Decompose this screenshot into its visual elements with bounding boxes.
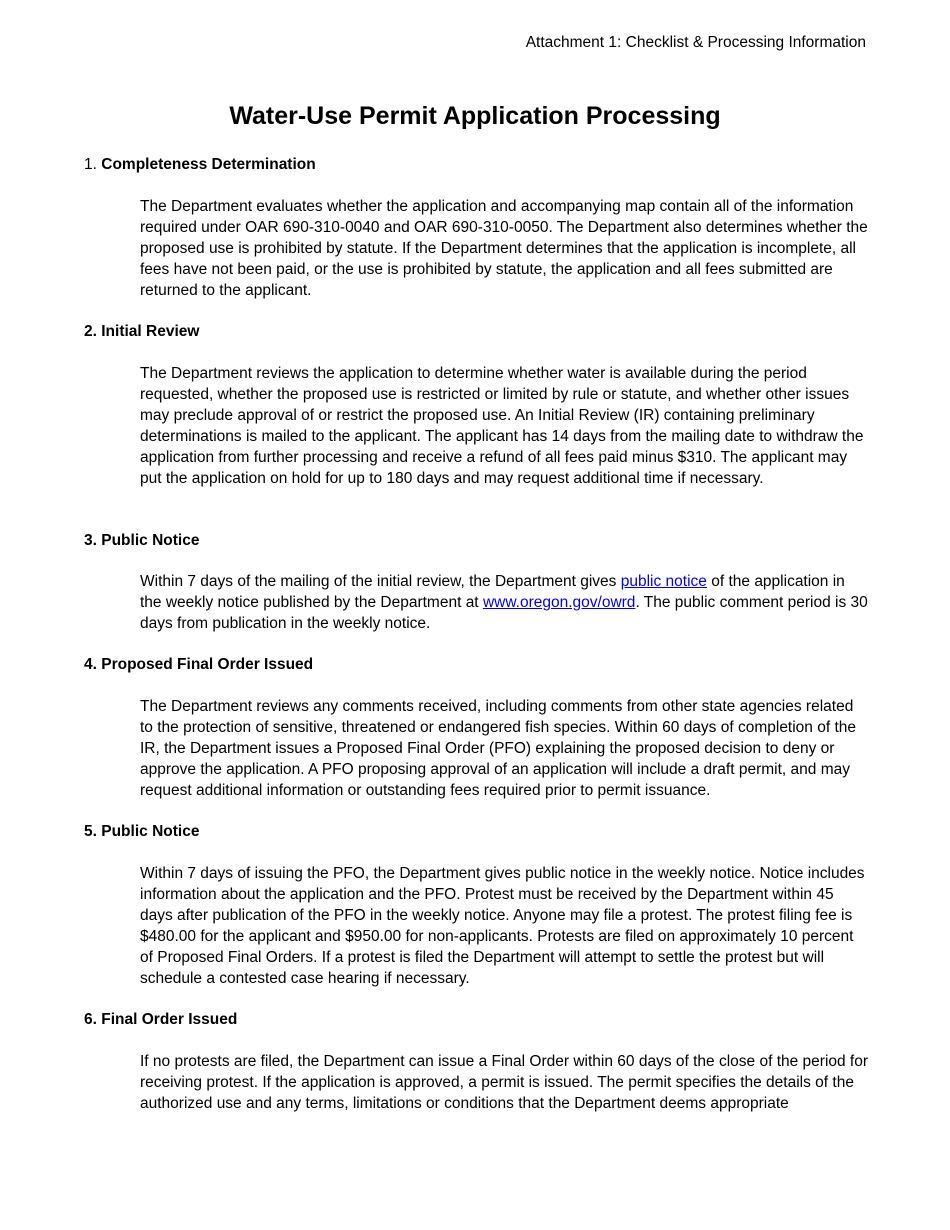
section-title: Initial Review bbox=[101, 323, 200, 340]
body-text: Within 7 days of the mailing of the initial review, the Department gives bbox=[140, 573, 621, 590]
body-text: . The public comment period is 30 days from publication in the weekly notice. bbox=[140, 593, 868, 632]
section-number: 6. bbox=[84, 1011, 97, 1028]
section-3-heading bbox=[84, 532, 199, 550]
body-text: of the application in the weekly notice published by the Department at bbox=[140, 573, 845, 611]
section-3-body bbox=[140, 572, 870, 635]
section-5-body: Within 7 days of issuing the PFO, the Department gives public notice in the weekly notice. Notice includes information about the application and the PFO. Protest must be received by the Department within 45 days after publication of the PFO in the weekly notice. Anyone may file a protest. The protest filing fee is $480.00 for the applicant and $950.00 for non-applicants. Protests are filed on approximately 10 percent of Proposed Final Orders. If a protest is filed the Department will attempt to settle the protest but will schedule a contested case hearing if necessary. bbox=[140, 865, 865, 987]
section-number: 2. bbox=[84, 323, 97, 340]
section-number: 3. bbox=[84, 532, 97, 549]
section-title: Completeness Determination bbox=[101, 156, 316, 173]
section-number: 4. bbox=[84, 656, 97, 673]
section-2-body: The Department reviews the application to determine whether water is available during the period requested, whether the proposed use is restricted or limited by rule or statute, and whether other issues may preclude approval of or restrict the proposed use. An Initial Review (IR) containing preliminary determinations is mailed to the applicant. The applicant has 14 days from the mailing date to withdraw the application from further processing and receive a refund of all fees paid minus $310. The applicant may put the application on hold for up to 180 days and may request additional time if necessary. bbox=[140, 365, 864, 487]
public-notice-link[interactable]: public notice bbox=[620, 573, 707, 590]
section-title: Proposed Final Order Issued bbox=[101, 656, 314, 673]
section-title: Public Notice bbox=[101, 532, 200, 549]
section-title: Final Order Issued bbox=[101, 1011, 238, 1028]
section-6-heading bbox=[84, 1011, 237, 1029]
section-4-body: The Department reviews any comments received, including comments from other state agencies related to the protection of sensitive, threatened or endangered fish species. Within 60 days of completion of the IR, the Department issues a Proposed Final Order (PFO) explaining the proposed decision to deny or approve the application. A PFO proposing approval of an application will include a draft permit, and may request additional information or outstanding fees required prior to permit issuance. bbox=[140, 698, 857, 799]
section-4-heading bbox=[84, 656, 313, 674]
section-number: 5. bbox=[84, 823, 97, 840]
section-2-heading bbox=[84, 323, 199, 341]
section-5-heading bbox=[84, 823, 199, 841]
section-1-heading bbox=[84, 156, 316, 174]
page-title: Water-Use Permit Application Processing bbox=[229, 102, 721, 130]
section-1-body: The Department evaluates whether the application and accompanying map contain all of the information required under OAR 690-310-0040 and OAR 690-310-0050. The Department also determines whether the proposed use is prohibited by statute. If the Department determines that the application is incomplete, all fees have not been paid, or the use is prohibited by statute, the application and all fees submitted are returned to the applicant. bbox=[140, 198, 868, 299]
section-number: 1. bbox=[84, 156, 97, 173]
section-title: Public Notice bbox=[101, 823, 200, 840]
section-6-body: If no protests are filed, the Department can issue a Final Order within 60 days of the close of the period for receiving protest. If the application is approved, a permit is issued. The permit specifies the details of the authorized use and any terms, limitations or conditions that the Department deems appropriate bbox=[140, 1053, 869, 1112]
attachment-header: Attachment 1: Checklist & Processing Information bbox=[525, 34, 866, 51]
owrd-website-link[interactable]: www.oregon.gov/owrd bbox=[482, 593, 636, 611]
